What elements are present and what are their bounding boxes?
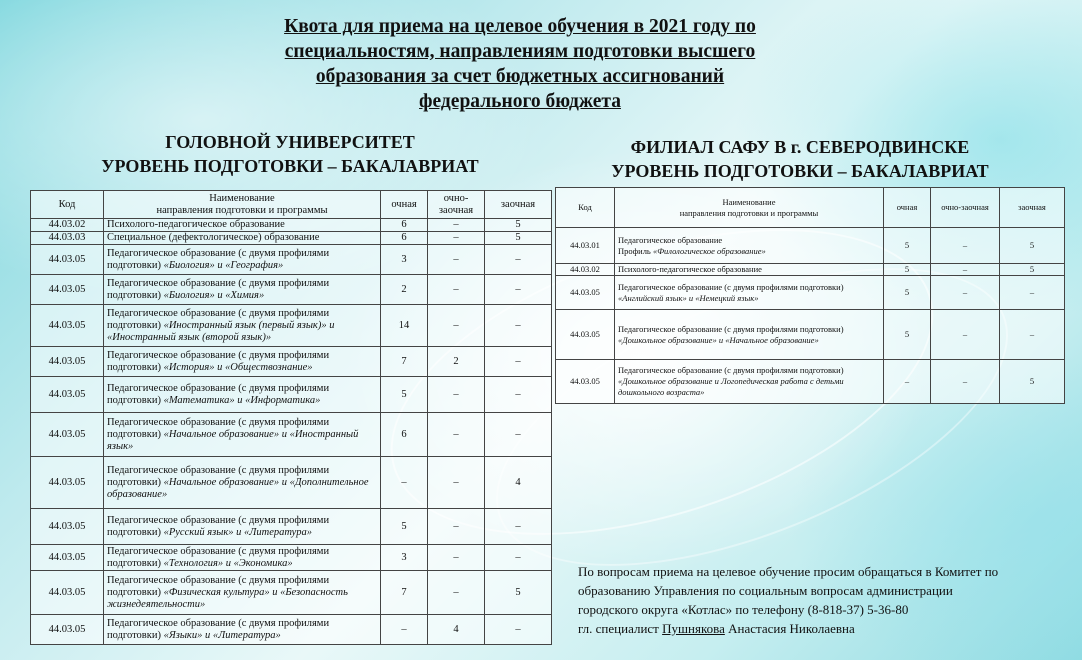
heading-line: УРОВЕНЬ ПОДГОТОВКИ – БАКАЛАВРИАТ bbox=[101, 156, 479, 176]
code-cell: 44.03.05 bbox=[31, 545, 104, 571]
code-cell: 44.03.05 bbox=[556, 276, 615, 310]
direction-name: Педагогическое образование (с двумя профилями подготовки) bbox=[107, 574, 330, 598]
col-header-part-line: очно- bbox=[443, 192, 469, 204]
col-header-dist: заочная bbox=[485, 191, 552, 219]
program-name-cell bbox=[104, 571, 381, 615]
col-header-full: очная bbox=[884, 188, 931, 228]
contact-given-names: Анастасия Николаевна bbox=[724, 621, 855, 636]
code-cell: 44.03.05 bbox=[31, 245, 104, 275]
profile-name: «Английский язык» и «Немецкий язык» bbox=[618, 292, 759, 303]
quota-part-time: 2 bbox=[428, 347, 485, 377]
heading-line: ФИЛИАЛ САФУ В г. СЕВЕРОДВИНСКЕ bbox=[630, 137, 970, 157]
col-header-part bbox=[428, 191, 485, 219]
main-university-quota-table bbox=[30, 190, 552, 645]
quota-part-time: – bbox=[931, 276, 1000, 310]
quota-distance: 5 bbox=[485, 571, 552, 615]
code-cell: 44.03.05 bbox=[556, 360, 615, 404]
profile-name: «Дошкольное образование» и «Начальное образование» bbox=[618, 334, 819, 345]
quota-part-time: – bbox=[428, 545, 485, 571]
quota-part-time: – bbox=[428, 245, 485, 275]
quota-distance: – bbox=[1000, 310, 1065, 360]
direction-name: Педагогическое образование (с двумя профилями подготовки) bbox=[107, 514, 330, 538]
program-name-cell bbox=[104, 245, 381, 275]
quota-distance: 5 bbox=[1000, 264, 1065, 276]
col-header-full: очная bbox=[381, 191, 428, 219]
quota-distance: 5 bbox=[1000, 360, 1065, 404]
contact-info bbox=[578, 562, 1058, 638]
profile-name: «Языки» и «Литература» bbox=[163, 629, 281, 641]
quota-distance: 4 bbox=[485, 457, 552, 509]
branch-quota-table bbox=[555, 187, 1065, 404]
quota-part-time: – bbox=[931, 264, 1000, 276]
quota-distance: – bbox=[485, 245, 552, 275]
quota-part-time: – bbox=[428, 305, 485, 347]
direction-name: Педагогическое образование (с двумя профилями подготовки) bbox=[107, 545, 330, 569]
direction-name: Психолого-педагогическое образование bbox=[107, 219, 285, 230]
direction-name: Педагогическое образование (с двумя профилями подготовки) bbox=[107, 349, 330, 373]
quota-full-time: 7 bbox=[381, 347, 428, 377]
table-row bbox=[556, 228, 1065, 264]
col-header-name-line: направления подготовки и программы bbox=[156, 204, 328, 216]
direction-name: Психолого-педагогическое образование bbox=[618, 264, 762, 274]
quota-part-time: – bbox=[931, 228, 1000, 264]
direction-name: Педагогическое образование (с двумя профилями подготовки) bbox=[107, 617, 330, 641]
quota-part-time: – bbox=[428, 457, 485, 509]
quota-part-time: – bbox=[428, 509, 485, 545]
table-row bbox=[31, 245, 552, 275]
col-header-name bbox=[615, 188, 884, 228]
quota-full-time: 5 bbox=[884, 276, 931, 310]
contact-line: По вопросам приема на целевое обучение просим обращаться в Комитет по bbox=[578, 564, 999, 579]
code-cell: 44.03.02 bbox=[556, 264, 615, 276]
direction-name: Педагогическое образование bbox=[618, 234, 723, 245]
col-header-code: Код bbox=[556, 188, 615, 228]
table-row bbox=[31, 377, 552, 413]
heading-line: ГОЛОВНОЙ УНИВЕРСИТЕТ bbox=[165, 132, 415, 152]
program-name-cell bbox=[104, 615, 381, 645]
direction-name: Педагогическое образование (с двумя профилями подготовки) bbox=[107, 382, 330, 406]
program-name-cell bbox=[104, 377, 381, 413]
direction-name: Специальное (дефектологическое) образование bbox=[107, 232, 320, 243]
profile-name: «История» и «Обществознание» bbox=[163, 361, 313, 373]
quota-full-time: 6 bbox=[381, 232, 428, 245]
program-name-cell bbox=[615, 264, 884, 276]
quota-part-time: – bbox=[428, 232, 485, 245]
quota-distance: – bbox=[485, 509, 552, 545]
quota-distance: – bbox=[485, 305, 552, 347]
program-name-cell bbox=[104, 347, 381, 377]
heading-line: УРОВЕНЬ ПОДГОТОВКИ – БАКАЛАВРИАТ bbox=[611, 161, 989, 181]
table-header-row bbox=[556, 188, 1065, 228]
program-name-cell bbox=[104, 509, 381, 545]
profile-name: «Дошкольное образование и Логопедическая работа с детьми дошкольного возраста» bbox=[618, 376, 844, 397]
quota-part-time: – bbox=[428, 219, 485, 232]
main-university-heading bbox=[60, 130, 520, 178]
direction-name: Педагогическое образование (с двумя профилями подготовки) bbox=[618, 365, 844, 375]
quota-part-time: – bbox=[931, 360, 1000, 404]
profile-name: «Начальное образование» и «Дополнительное образование» bbox=[107, 476, 369, 500]
col-header-part-line: заочная bbox=[438, 204, 474, 216]
table-row bbox=[31, 413, 552, 457]
table-row bbox=[556, 310, 1065, 360]
quota-distance: – bbox=[485, 347, 552, 377]
direction-name: Педагогическое образование (с двумя профилями подготовки) bbox=[107, 307, 330, 331]
direction-name: Педагогическое образование (с двумя профилями подготовки) bbox=[618, 323, 844, 334]
direction-name: Педагогическое образование (с двумя профилями подготовки) bbox=[107, 247, 330, 271]
quota-part-time: – bbox=[428, 275, 485, 305]
table-row bbox=[31, 571, 552, 615]
profile-name: «Физическая культура» и «Безопасность жизнедеятельности» bbox=[107, 586, 348, 610]
table-row bbox=[31, 509, 552, 545]
col-header-name-line: Наименование bbox=[209, 192, 275, 204]
quota-part-time: – bbox=[428, 377, 485, 413]
code-cell: 44.03.05 bbox=[31, 615, 104, 645]
direction-name: Педагогическое образование (с двумя профилями подготовки) bbox=[618, 281, 844, 292]
program-name-cell bbox=[615, 228, 884, 264]
profile-name: «Математика» и «Информатика» bbox=[163, 394, 321, 406]
code-cell: 44.03.02 bbox=[31, 219, 104, 232]
table-row bbox=[556, 360, 1065, 404]
code-cell: 44.03.05 bbox=[31, 347, 104, 377]
title-line: Квота для приема на целевое обучения в 2021 году по bbox=[284, 16, 756, 37]
profile-name: «Технология» и «Экономика» bbox=[163, 557, 293, 569]
quota-distance: 5 bbox=[1000, 228, 1065, 264]
profile-name: «Филологическое образование» bbox=[652, 245, 766, 256]
quota-full-time: 2 bbox=[381, 275, 428, 305]
program-name-cell bbox=[615, 276, 884, 310]
code-cell: 44.03.05 bbox=[31, 413, 104, 457]
quota-full-time: 3 bbox=[381, 545, 428, 571]
quota-part-time: – bbox=[428, 413, 485, 457]
quota-distance: – bbox=[485, 275, 552, 305]
quota-part-time: 4 bbox=[428, 615, 485, 645]
quota-full-time: 5 bbox=[884, 310, 931, 360]
code-cell: 44.03.05 bbox=[31, 305, 104, 347]
code-cell: 44.03.01 bbox=[556, 228, 615, 264]
table-row bbox=[31, 457, 552, 509]
col-header-part: очно-заочная bbox=[931, 188, 1000, 228]
direction-name: Педагогическое образование (с двумя профилями подготовки) bbox=[107, 416, 330, 440]
program-name-cell bbox=[104, 219, 381, 232]
program-name-cell bbox=[104, 413, 381, 457]
quota-full-time: – bbox=[884, 360, 931, 404]
code-cell: 44.03.05 bbox=[31, 509, 104, 545]
title-line: специальностям, направлениям подготовки высшего bbox=[284, 41, 756, 62]
profile-name: «Русский язык» и «Литература» bbox=[163, 526, 312, 538]
direction-name: Педагогическое образование (с двумя профилями подготовки) bbox=[107, 277, 330, 301]
code-cell: 44.03.05 bbox=[31, 571, 104, 615]
quota-part-time: – bbox=[428, 571, 485, 615]
program-name-cell bbox=[104, 275, 381, 305]
quota-full-time: 7 bbox=[381, 571, 428, 615]
profile-name: «Начальное образование» и «Иностранный язык» bbox=[107, 428, 359, 452]
quota-full-time: 5 bbox=[884, 264, 931, 276]
quota-distance: – bbox=[485, 545, 552, 571]
col-header-name-line: Наименование bbox=[722, 196, 776, 207]
code-cell: 44.03.05 bbox=[31, 377, 104, 413]
page-title bbox=[230, 14, 810, 114]
quota-distance: – bbox=[1000, 276, 1065, 310]
quota-full-time: 5 bbox=[381, 377, 428, 413]
branch-heading bbox=[580, 135, 1020, 183]
contact-line bbox=[578, 619, 1058, 638]
code-cell: 44.03.03 bbox=[31, 232, 104, 245]
table-row bbox=[31, 347, 552, 377]
code-cell: 44.03.05 bbox=[31, 275, 104, 305]
profile-name: «Иностранный язык (первый язык)» и «Иностранный язык (второй язык)» bbox=[107, 319, 335, 343]
program-name-cell bbox=[104, 545, 381, 571]
quota-full-time: 6 bbox=[381, 413, 428, 457]
quota-distance: – bbox=[485, 413, 552, 457]
quota-distance: – bbox=[485, 377, 552, 413]
direction-name: Педагогическое образование (с двумя профилями подготовки) bbox=[107, 464, 330, 488]
table-row bbox=[31, 305, 552, 347]
quota-distance: 5 bbox=[485, 219, 552, 232]
title-line: федерального бюджета bbox=[419, 91, 621, 112]
program-name-cell bbox=[104, 305, 381, 347]
col-header-name bbox=[104, 191, 381, 219]
table-row bbox=[31, 545, 552, 571]
contact-line: образованию Управления по социальным вопросам администрации bbox=[578, 583, 953, 598]
table-header-row bbox=[31, 191, 552, 219]
table-row bbox=[556, 264, 1065, 276]
quota-full-time: – bbox=[381, 615, 428, 645]
table-row bbox=[31, 615, 552, 645]
program-name-cell bbox=[615, 310, 884, 360]
quota-full-time: – bbox=[381, 457, 428, 509]
quota-full-time: 5 bbox=[884, 228, 931, 264]
contact-role: гл. специалист bbox=[578, 621, 663, 636]
program-name-cell bbox=[615, 360, 884, 404]
quota-part-time: – bbox=[931, 310, 1000, 360]
quota-full-time: 6 bbox=[381, 219, 428, 232]
title-line: образования за счет бюджетных ассигнований bbox=[315, 66, 725, 87]
table-row bbox=[31, 232, 552, 245]
code-cell: 44.03.05 bbox=[31, 457, 104, 509]
col-header-dist: заочная bbox=[1000, 188, 1065, 228]
quota-full-time: 14 bbox=[381, 305, 428, 347]
quota-distance: – bbox=[485, 615, 552, 645]
col-header-code: Код bbox=[31, 191, 104, 219]
contact-line: городского округа «Котлас» по телефону (8-818-37) 5-36-80 bbox=[578, 602, 909, 617]
code-cell: 44.03.05 bbox=[556, 310, 615, 360]
table-row bbox=[556, 276, 1065, 310]
table-row bbox=[31, 219, 552, 232]
quota-distance: 5 bbox=[485, 232, 552, 245]
profile-name: «Биология» и «Химия» bbox=[163, 289, 265, 301]
profile-prefix: Профиль bbox=[618, 245, 653, 256]
program-name-cell bbox=[104, 232, 381, 245]
profile-name: «Биология» и «География» bbox=[163, 259, 284, 271]
quota-full-time: 5 bbox=[381, 509, 428, 545]
table-row bbox=[31, 275, 552, 305]
program-name-cell bbox=[104, 457, 381, 509]
contact-surname: Пушнякова bbox=[662, 621, 725, 636]
quota-full-time: 3 bbox=[381, 245, 428, 275]
col-header-name-line: направления подготовки и программы bbox=[679, 207, 819, 218]
